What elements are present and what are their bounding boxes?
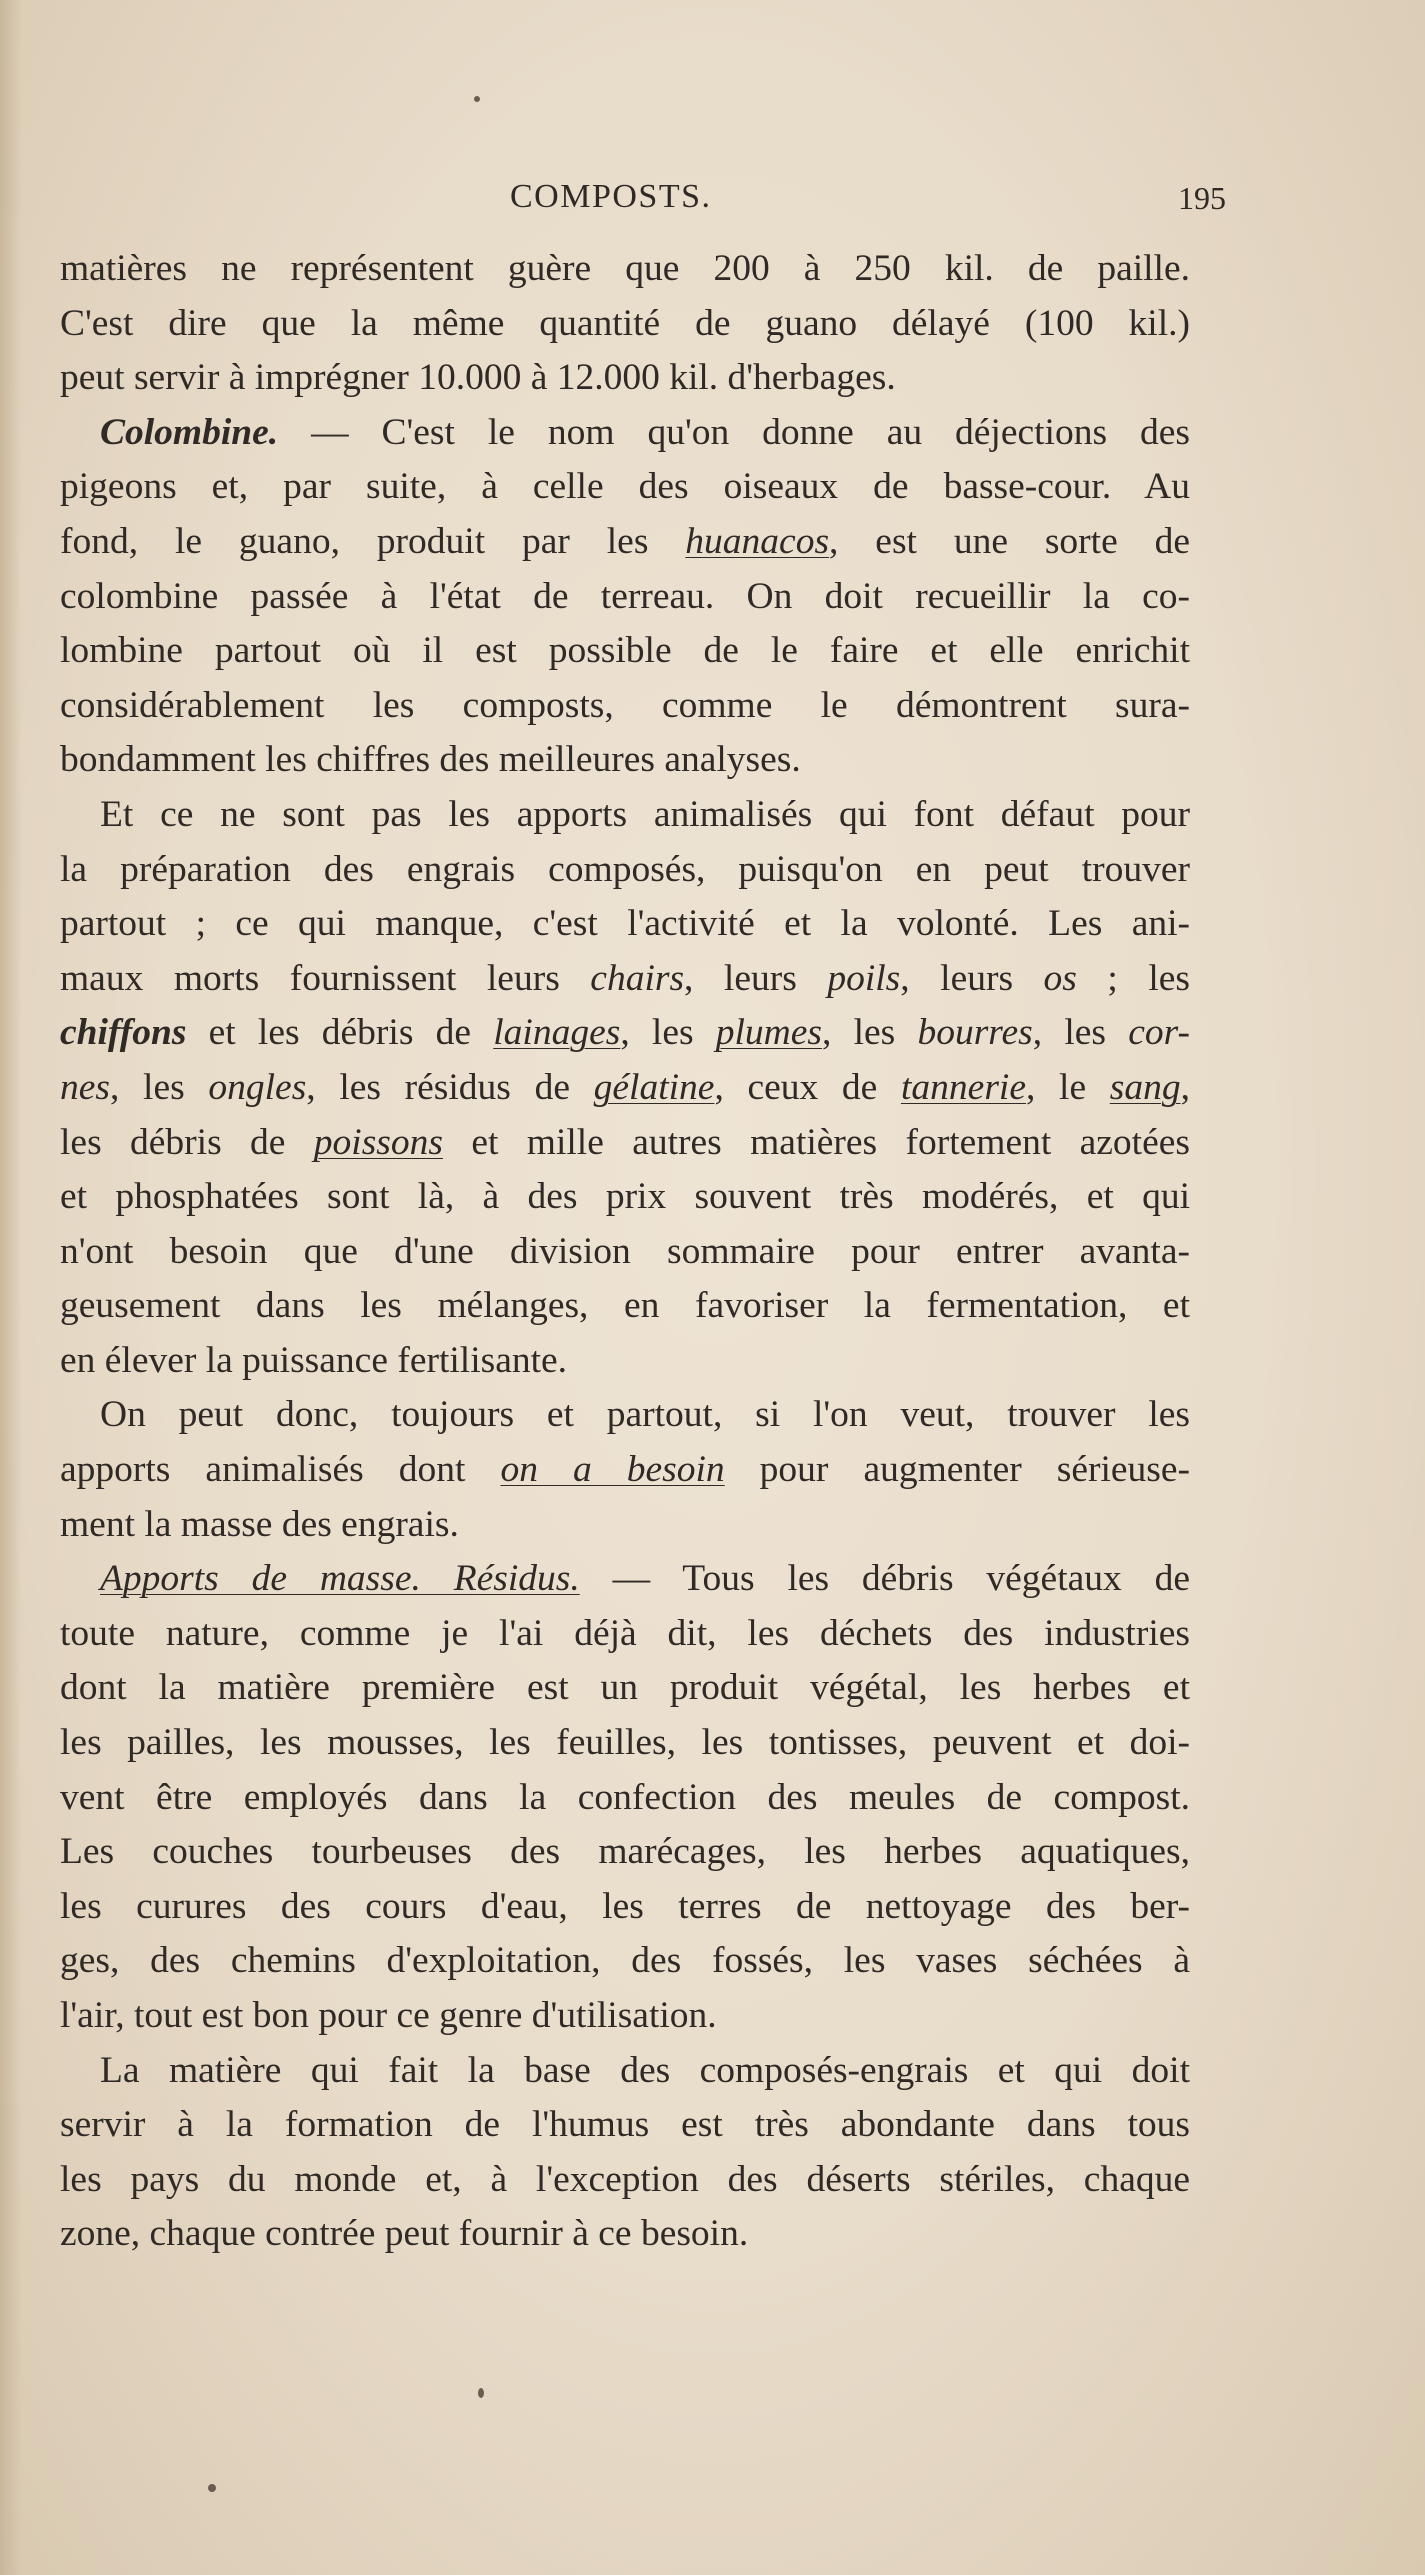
text-line — [60, 1443, 1190, 1498]
text-run: La matière qui fait la base des composés-engrais et qui doit — [100, 2049, 1190, 2091]
text-line — [60, 1880, 1190, 1935]
text-run: , les — [620, 1012, 716, 1054]
emphasized-text: nes — [60, 1066, 110, 1108]
text-run: toute nature, comme je l'ai déjà dit, les déchets des industries — [60, 1612, 1190, 1654]
text-line — [60, 460, 1190, 515]
text-run: ges, des chemins d'exploitation, des fossés, les vases séchées à — [60, 1940, 1190, 1982]
text-line — [60, 351, 1190, 406]
text-run: les pailles, les mousses, les feuilles, les tontisses, peuvent et doi- — [60, 1722, 1190, 1764]
text-line — [60, 242, 1190, 297]
text-line — [60, 2044, 1190, 2099]
text-run: Les couches tourbeuses des marécages, les herbes aquatiques, — [60, 1831, 1190, 1873]
text-run: servir à la formation de l'humus est très abondante dans tous — [60, 2104, 1190, 2146]
text-line — [60, 2207, 1190, 2262]
emphasized-text: huanacos — [685, 520, 830, 562]
text-run: , — [1180, 1066, 1190, 1108]
text-line — [60, 1498, 1190, 1553]
text-run: les pays du monde et, à l'exception des déserts stériles, chaque — [60, 2158, 1190, 2200]
text-run: fond, le guano, produit par les — [60, 520, 686, 562]
text-run: On peut donc, toujours et partout, si l'on veut, trouver les — [100, 1394, 1190, 1436]
text-run: considérablement les composts, comme le démontrent sura- — [60, 684, 1190, 726]
text-run: , leurs — [684, 957, 828, 999]
text-run: , est une sorte de — [829, 520, 1190, 562]
emphasized-text: ongles — [208, 1066, 307, 1108]
emphasized-text: poissons — [313, 1121, 443, 1163]
text-run: dont la matière première est un produit végétal, les herbes et — [60, 1667, 1190, 1709]
text-line — [60, 1334, 1190, 1389]
ink-speck — [208, 2484, 216, 2492]
text-run: pour augmenter sérieuse- — [724, 1449, 1190, 1491]
text-run: pigeons et, par suite, à celle des oiseaux de basse-cour. Au — [60, 466, 1190, 508]
text-run: C'est dire que la même quantité de guano délayé (100 kil.) — [60, 302, 1190, 344]
text-line — [60, 1771, 1190, 1826]
text-line — [60, 1661, 1190, 1716]
text-run: , les — [822, 1012, 918, 1054]
emphasized-text: bourres — [917, 1012, 1033, 1054]
text-run: , les — [110, 1066, 209, 1108]
page-number: 195 — [1178, 180, 1226, 216]
text-line — [60, 1825, 1190, 1880]
text-line — [60, 2153, 1190, 2208]
emphasized-text: Apports de masse. Résidus. — [100, 1558, 580, 1600]
text-line — [60, 406, 1190, 461]
text-run: colombine passée à l'état de terreau. On doit recueillir la co- — [60, 575, 1190, 617]
text-run: et phosphatées sont là, à des prix souvent très modérés, et qui — [60, 1176, 1190, 1218]
text-line — [60, 897, 1190, 952]
text-line — [60, 1607, 1190, 1662]
text-run: peut servir à imprégner 10.000 à 12.000 kil. d'herbages. — [60, 357, 896, 399]
text-run: , leurs — [900, 957, 1044, 999]
body-text — [60, 242, 1190, 2262]
text-line — [60, 1225, 1190, 1280]
text-line — [60, 1006, 1190, 1061]
emphasized-text: os — [1043, 957, 1077, 999]
text-line — [60, 1170, 1190, 1225]
text-line — [60, 1552, 1190, 1607]
emphasized-text: Colombine. — [100, 411, 279, 453]
emphasized-text: cor- — [1128, 1012, 1190, 1054]
text-line — [60, 843, 1190, 898]
text-line — [60, 1934, 1190, 1989]
text-run: partout ; ce qui manque, c'est l'activité et la volonté. Les ani- — [60, 903, 1190, 945]
text-line — [60, 515, 1190, 570]
text-run: lombine partout où il est possible de le faire et elle enrichit — [60, 630, 1190, 672]
ink-speck — [474, 96, 480, 102]
text-run: et les débris de — [186, 1012, 494, 1054]
running-head: COMPOSTS. — [510, 178, 712, 215]
text-run: — Tous les débris végétaux de — [579, 1558, 1190, 1600]
text-run: , le — [1025, 1066, 1110, 1108]
text-run: apports animalisés dont — [60, 1449, 501, 1491]
emphasized-text: on a besoin — [500, 1449, 725, 1491]
text-run: ment la masse des engrais. — [60, 1503, 459, 1545]
text-run: — C'est le nom qu'on donne au déjections des — [278, 411, 1190, 453]
text-line — [60, 1116, 1190, 1171]
text-line — [60, 679, 1190, 734]
text-run: vent être employés dans la confection des meules de compost. — [60, 1776, 1190, 1818]
text-line — [60, 788, 1190, 843]
text-line — [60, 2098, 1190, 2153]
emphasized-text: tannerie — [901, 1066, 1026, 1108]
page-edge-shadow — [0, 0, 22, 2575]
text-run: , les — [1032, 1012, 1129, 1054]
text-line — [60, 1989, 1190, 2044]
emphasized-text: poils — [827, 957, 901, 999]
text-run: , ceux de — [714, 1066, 901, 1108]
text-line — [60, 570, 1190, 625]
text-run: , les résidus de — [306, 1066, 594, 1108]
text-run: ; les — [1076, 957, 1190, 999]
text-run: maux morts fournissent leurs — [60, 957, 591, 999]
text-line — [60, 1388, 1190, 1443]
emphasized-text: lainages — [493, 1012, 621, 1054]
text-run: et mille autres matières fortement azotées — [443, 1121, 1190, 1163]
emphasized-text: sang — [1109, 1066, 1181, 1108]
text-line — [60, 733, 1190, 788]
text-run: en élever la puissance fertilisante. — [60, 1339, 568, 1381]
text-line — [60, 624, 1190, 679]
page-header — [0, 178, 1425, 228]
text-run: matières ne représentent guère que 200 à 250 kil. de paille. — [60, 248, 1190, 289]
text-run: la préparation des engrais composés, puisqu'on en peut trouver — [60, 848, 1190, 890]
text-line — [60, 1279, 1190, 1334]
text-run: l'air, tout est bon pour ce genre d'utilisation. — [60, 1995, 717, 2036]
text-run: les débris de — [60, 1121, 314, 1163]
text-line — [60, 1061, 1190, 1116]
text-line — [60, 297, 1190, 352]
text-line — [60, 952, 1190, 1007]
text-run: les curures des cours d'eau, les terres de nettoyage des ber- — [60, 1885, 1190, 1927]
text-run: n'ont besoin que d'une division sommaire pour entrer avanta- — [60, 1230, 1190, 1272]
text-run: Et ce ne sont pas les apports animalisés qui font défaut pour — [100, 793, 1190, 835]
emphasized-text: plumes — [715, 1012, 823, 1054]
text-run: geusement dans les mélanges, en favoriser la fermentation, et — [60, 1285, 1190, 1327]
text-run: zone, chaque contrée peut fournir à ce besoin. — [60, 2213, 749, 2255]
ink-speck — [478, 2388, 484, 2398]
emphasized-text: chairs — [590, 957, 685, 999]
emphasized-text: chiffons — [60, 1012, 187, 1054]
text-run: bondamment les chiffres des meilleures analyses. — [60, 739, 801, 781]
text-line — [60, 1716, 1190, 1771]
emphasized-text: gélatine — [593, 1066, 715, 1108]
